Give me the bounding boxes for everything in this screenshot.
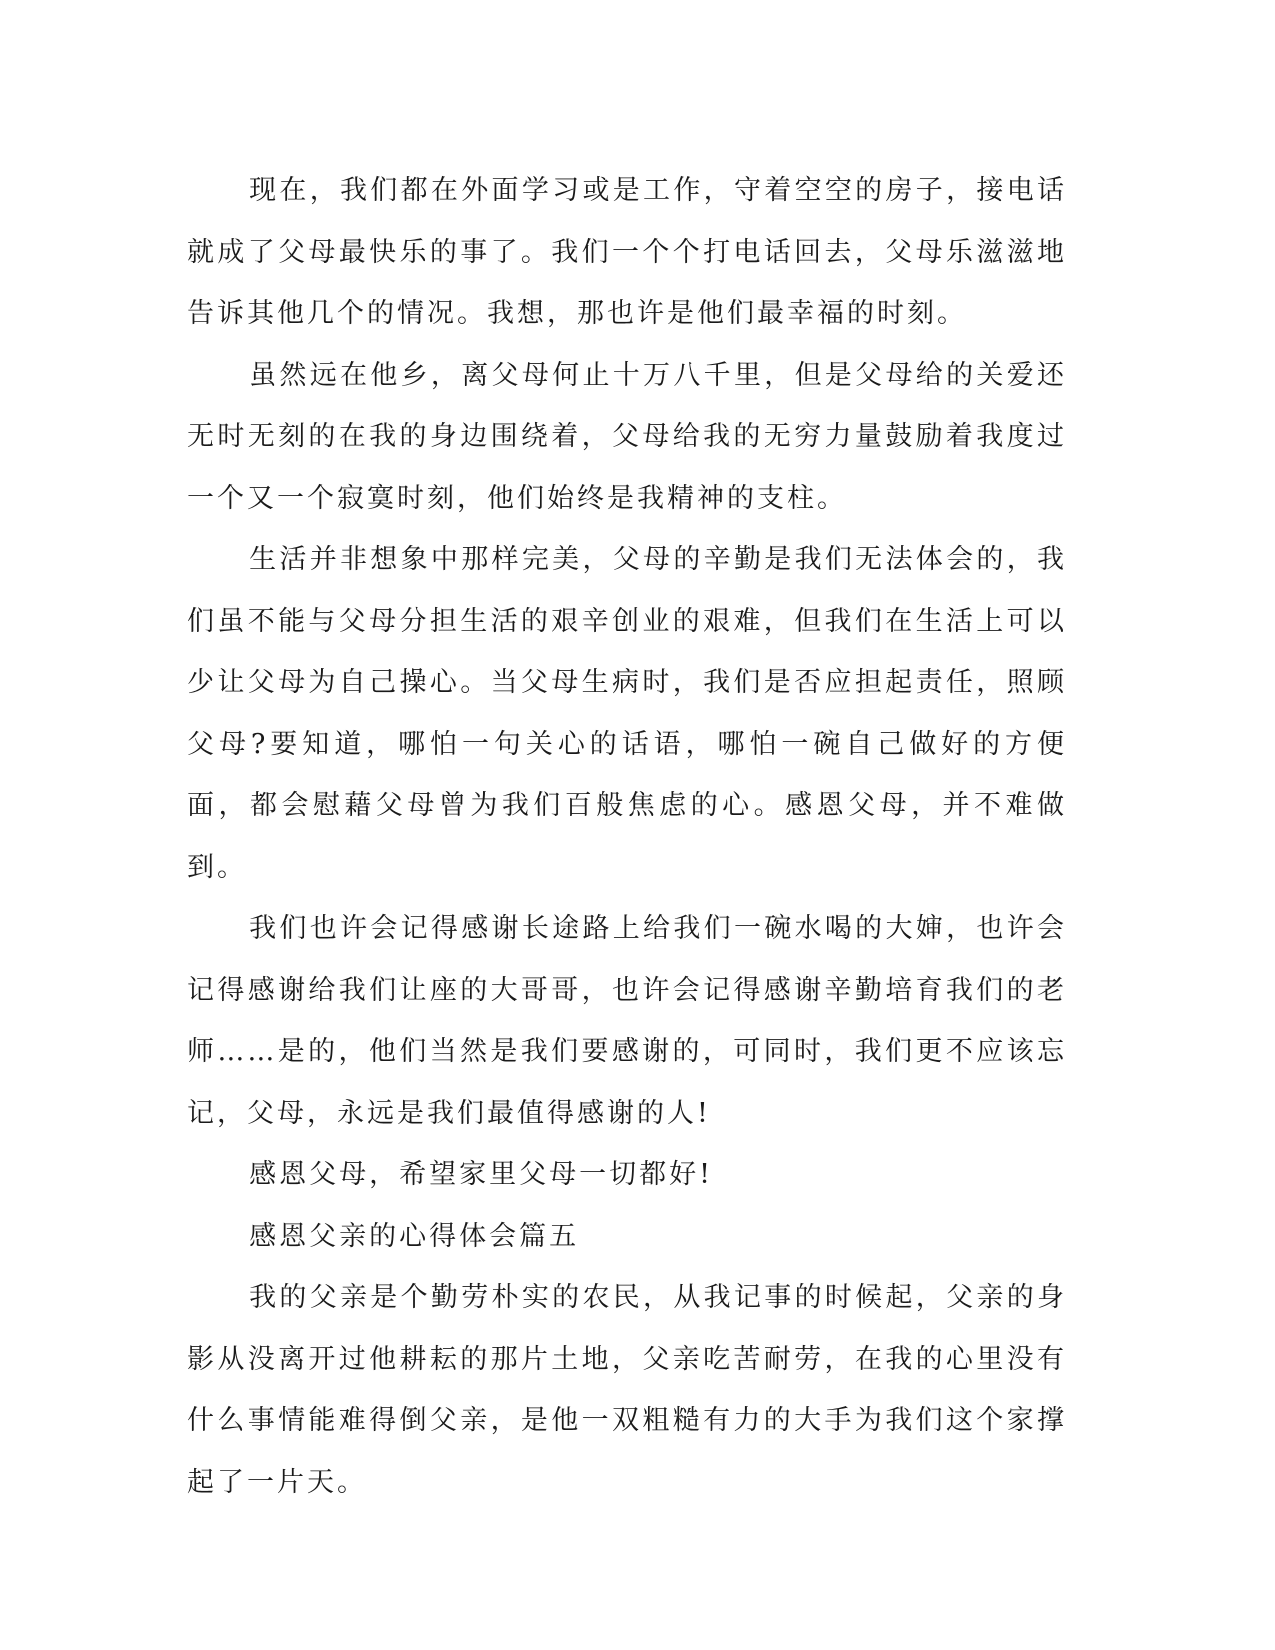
paragraph-4: 我们也许会记得感谢长途路上给我们一碗水喝的大婶，也许会记得感谢给我们让座的大哥哥，也许会记得感谢辛勤培育我们的老师……是的，他们当然是我们要感谢的，可同时，我们更不应该忘记，父母，永远是我们最值得感谢的人! — [187, 913, 1067, 1129]
paragraph-5: 感恩父母，希望家里父母一切都好! — [249, 1159, 713, 1190]
document-body — [187, 160, 1067, 1513]
paragraph-1: 现在，我们都在外面学习或是工作，守着空空的房子，接电话就成了父母最快乐的事了。我们一个个打电话回去，父母乐滋滋地告诉其他几个的情况。我想，那也许是他们最幸福的时刻。 — [187, 175, 1067, 329]
paragraph-6: 我的父亲是个勤劳朴实的农民，从我记事的时候起，父亲的身影从没离开过他耕耘的那片土地，父亲吃苦耐劳，在我的心里没有什么事情能难得倒父亲，是他一双粗糙有力的大手为我们这个家撑起了一片天。 — [187, 1282, 1067, 1498]
section-heading: 感恩父亲的心得体会篇五 — [249, 1220, 580, 1252]
paragraph-3: 生活并非想象中那样完美，父母的辛勤是我们无法体会的，我们虽不能与父母分担生活的艰辛创业的艰难，但我们在生活上可以少让父母为自己操心。当父母生病时，我们是否应担起责任，照顾父母?要知道，哪怕一句关心的话语，哪怕一碗自己做好的方便面，都会慰藉父母曾为我们百般焦虑的心。感恩父母，并不难做到。 — [187, 544, 1067, 883]
paragraph-2: 虽然远在他乡，离父母何止十万八千里，但是父母给的关爱还无时无刻的在我的身边围绕着，父母给我的无穷力量鼓励着我度过一个又一个寂寞时刻，他们始终是我精神的支柱。 — [187, 359, 1067, 514]
